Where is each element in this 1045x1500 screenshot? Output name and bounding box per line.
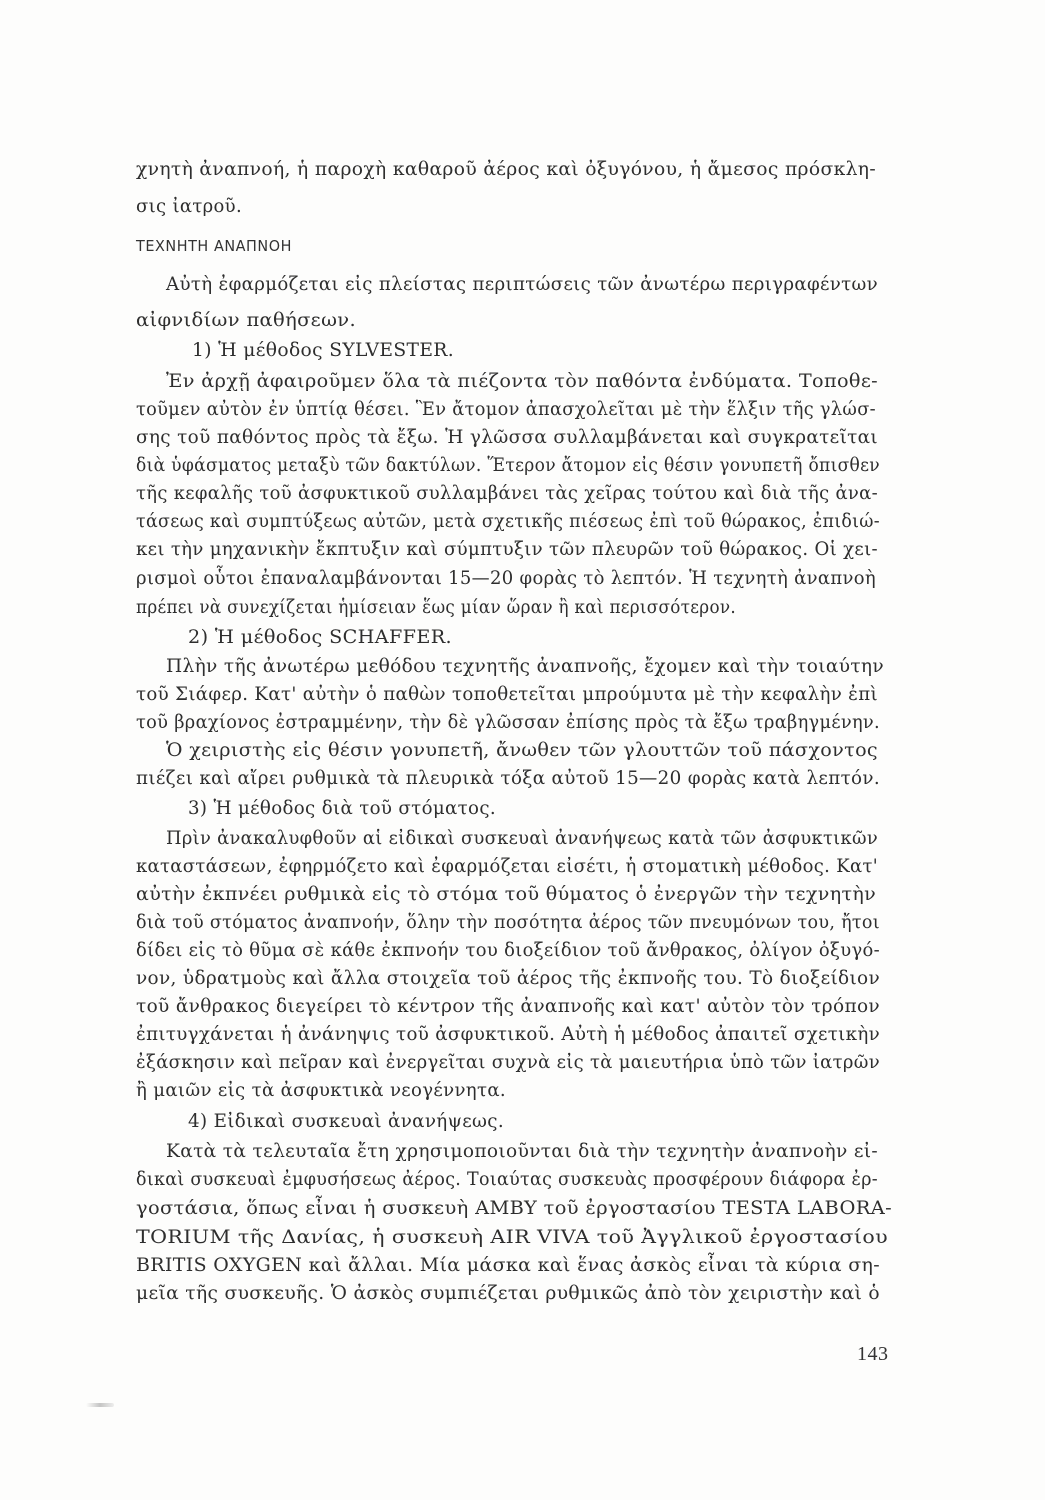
text-line: διὰ τοῦ στόματος ἀναπνοήν, ὅλην τὴν ποσότητα ἀέρος τῶν πνευμόνων του, ἤτοι	[136, 911, 880, 933]
text-line: Αὐτὴ ἐφαρμόζεται εἰς πλείστας περιπτώσεις τῶν ἀνωτέρω περιγραφέντων	[166, 273, 878, 295]
text-line: TORIUM τῆς Δανίας, ἡ συσκευὴ AIR VIVA τοῦ Ἀγγλικοῦ ἐργοστασίου	[136, 1226, 888, 1248]
text-line: τοῦ ἄνθρακος διεγείρει τὸ κέντρον τῆς ἀναπνοῆς καὶ κατ' αὐτὸν τὸν τρόπον	[136, 995, 880, 1017]
section-heading: ΤΕΧΝΗΤΗ ΑΝΑΠΝΟΗ	[136, 237, 292, 255]
text-line: Ὁ χειριστὴς εἰς θέσιν γονυπετῆ, ἄνωθεν τῶν γλουττῶν τοῦ πάσχοντος	[166, 739, 878, 761]
text-line: ἢ μαιῶν εἰς τὰ ἀσφυκτικὰ νεογέννητα.	[136, 1079, 506, 1101]
text-line: Ἐν ἀρχῇ ἀφαιροῦμεν ὅλα τὰ πιέζοντα τὸν παθόντα ἐνδύματα. Τοποθε-	[166, 370, 878, 392]
text-line: Κατὰ τὰ τελευταῖα ἔτη χρησιμοποιοῦνται διὰ τὴν τεχνητὴν ἀναπνοὴν εἰ-	[166, 1140, 878, 1162]
text-line: τοῦ Σιάφερ. Κατ' αὐτὴν ὁ παθὼν τοποθετεῖται μπρούμυτα μὲ τὴν κεφαλὴν ἐπὶ	[136, 683, 878, 705]
text-line: τῆς κεφαλῆς τοῦ ἀσφυκτικοῦ συλλαμβάνει τὰς χεῖρας τούτου καὶ διὰ τῆς ἀνα-	[136, 482, 878, 504]
text-line: τάσεως καὶ συμπτύξεως αὐτῶν, μετὰ σχετικῆς πιέσεως ἐπὶ τοῦ θώρακος, ἐπιδιώ-	[136, 510, 880, 532]
text-line: σις ἰατροῦ.	[136, 195, 242, 217]
text-line: τοῦ βραχίονος ἐστραμμένην, τὴν δὲ γλῶσσαν ἐπίσης πρὸς τὰ ἔξω τραβηγμένην.	[136, 711, 880, 733]
text-line: Πρὶν ἀνακαλυφθοῦν αἱ εἰδικαὶ συσκευαὶ ἀνανήψεως κατὰ τῶν ἀσφυκτικῶν	[166, 827, 878, 849]
text-line: αὐτὴν ἐκπνέει ρυθμικὰ εἰς τὸ στόμα τοῦ θύματος ὁ ἐνεργῶν τὴν τεχνητὴν	[136, 883, 876, 905]
text-line: αἰφνιδίων παθήσεων.	[136, 309, 356, 331]
text-line: σης τοῦ παθόντος πρὸς τὰ ἔξω. Ἡ γλῶσσα συλλαμβάνεται καὶ συγκρατεῖται	[136, 426, 878, 448]
text-line: Πλὴν τῆς ἀνωτέρω μεθόδου τεχνητῆς ἀναπνοῆς, ἔχομεν καὶ τὴν τοιαύτην	[166, 655, 884, 677]
text-line: τοῦμεν αὐτὸν ἐν ὑπτίᾳ θέσει. Ἓν ἄτομον ἀπασχολεῖται μὲ τὴν ἕλξιν τῆς γλώσ-	[136, 398, 876, 420]
text-line: 4) Εἰδικαὶ συσκευαὶ ἀνανήψεως.	[188, 1110, 504, 1132]
text-line: δίδει εἰς τὸ θῦμα σὲ κάθε ἐκπνοήν του διοξείδιον τοῦ ἄνθρακος, ὀλίγον ὀξυγό-	[136, 939, 880, 961]
text-line: καταστάσεων, ἐφηρμόζετο καὶ ἐφαρμόζεται εἰσέτι, ἡ στοματικὴ μέθοδος. Κατ'	[136, 855, 878, 877]
text-line: διὰ ὑφάσματος μεταξὺ τῶν δακτύλων. Ἕτερον ἄτομον εἰς θέσιν γονυπετῆ ὄπισθεν	[136, 454, 880, 476]
text-line: 1) Ἡ μέθοδος SYLVESTER.	[192, 339, 454, 361]
text-line: δικαὶ συσκευαὶ ἐμφυσήσεως ἀέρος. Τοιαύτας συσκευὰς προσφέρουν διάφορα ἐρ-	[136, 1168, 878, 1190]
text-line: μεῖα τῆς συσκευῆς. Ὁ ἀσκὸς συμπιέζεται ρυθμικῶς ἀπὸ τὸν χειριστὴν καὶ ὁ	[136, 1282, 880, 1304]
text-line: ρισμοὶ οὗτοι ἐπαναλαμβάνονται 15—20 φορὰς τὸ λεπτόν. Ἡ τεχνητὴ ἀναπνοὴ	[136, 567, 876, 589]
text-line: 2) Ἡ μέθοδος SCHAFFER.	[188, 626, 452, 648]
text-line: BRITIS OXYGEN καὶ ἄλλαι. Μία μάσκα καὶ ἕνας ἀσκὸς εἶναι τὰ κύρια ση-	[136, 1254, 880, 1276]
text-line: ἐξάσκησιν καὶ πεῖραν καὶ ἐνεργεῖται συχνὰ εἰς τὰ μαιευτήρια ὑπὸ τῶν ἰατρῶν	[136, 1051, 880, 1073]
text-line: νον, ὑδρατμοὺς καὶ ἄλλα στοιχεῖα τοῦ ἀέρος τῆς ἐκπνοῆς του. Τὸ διοξείδιον	[136, 967, 880, 989]
scan-mark	[86, 1403, 114, 1407]
text-line: πρέπει νὰ συνεχίζεται ἡμίσειαν ἕως μίαν ὥραν ἢ καὶ περισσότερον.	[136, 596, 736, 618]
page-number: 143	[857, 1343, 889, 1365]
text-line: κει τὴν μηχανικὴν ἔκπτυξιν καὶ σύμπτυξιν τῶν πλευρῶν τοῦ θώρακος. Οἱ χει-	[136, 538, 878, 560]
text-line: πιέζει καὶ αἴρει ρυθμικὰ τὰ πλευρικὰ τόξα αὐτοῦ 15—20 φορὰς κατὰ λεπτόν.	[136, 767, 880, 789]
text-line: 3) Ἡ μέθοδος διὰ τοῦ στόματος.	[188, 797, 496, 819]
text-line: ἐπιτυγχάνεται ἡ ἀνάνηψις τοῦ ἀσφυκτικοῦ. Αὐτὴ ἡ μέθοδος ἀπαιτεῖ σχετικὴν	[136, 1023, 880, 1045]
text-line: χνητὴ ἀναπνοή, ἡ παροχὴ καθαροῦ ἀέρος καὶ ὀξυγόνου, ἡ ἄμεσος πρόσκλη-	[136, 158, 876, 180]
text-line: γοστάσια, ὅπως εἶναι ἡ συσκευὴ AMBY τοῦ ἐργοστασίου TESTA LABORA-	[136, 1197, 892, 1219]
